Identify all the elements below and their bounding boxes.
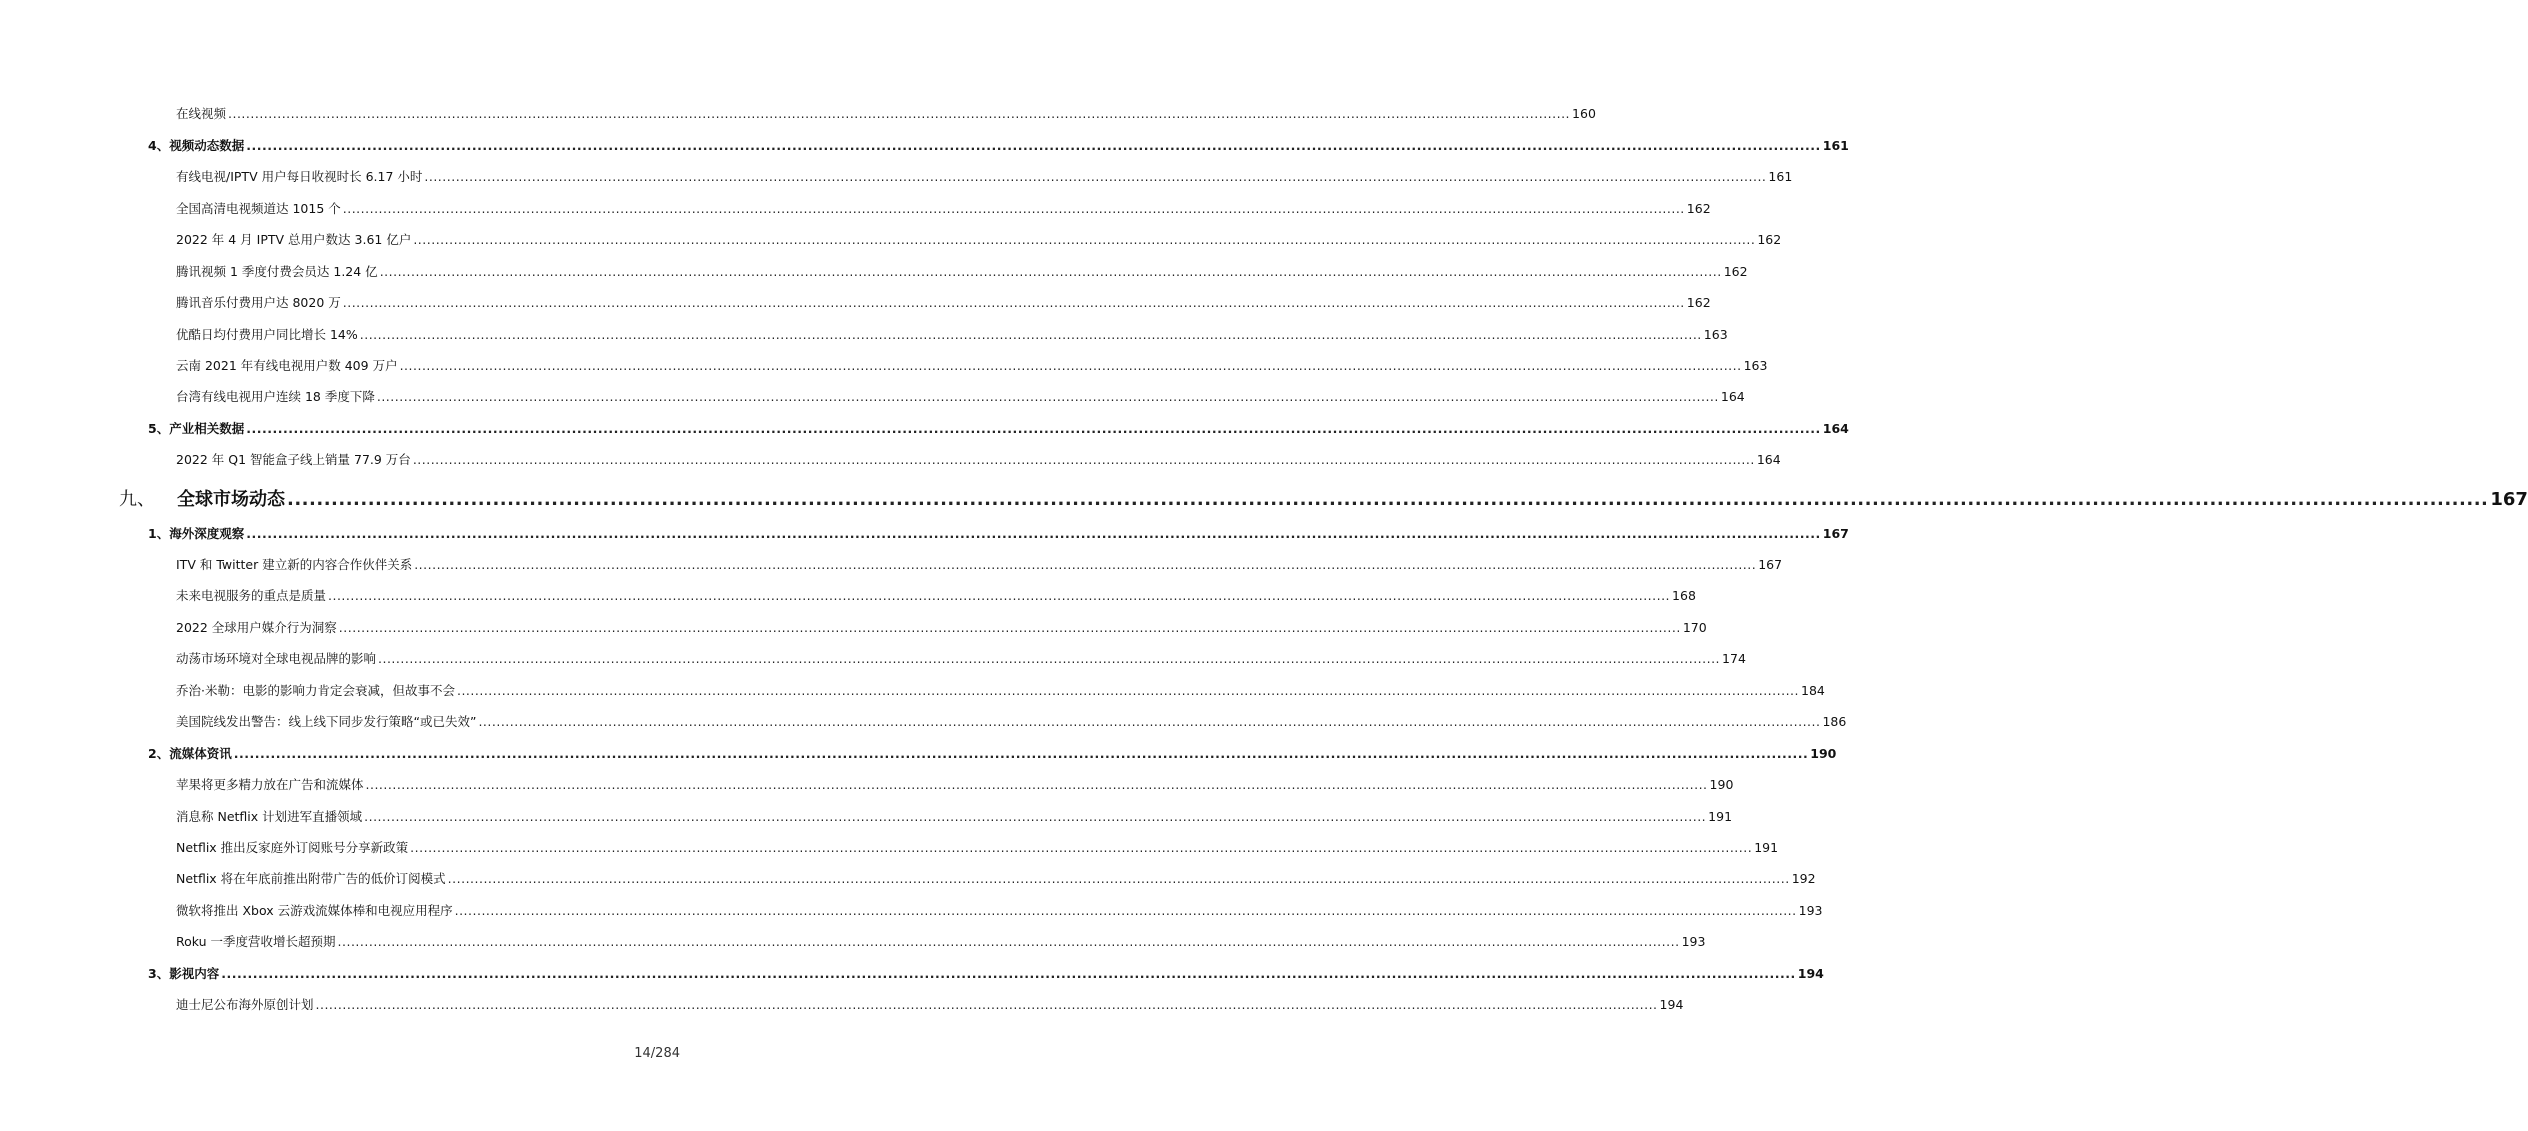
toc-entry-page: 162 — [1686, 295, 1711, 310]
toc-entry-title: 消息称 Netflix 计划进军直播领域 — [176, 809, 363, 824]
toc-section-entry[interactable] — [148, 964, 1824, 982]
toc-leader-dots: ............................................................................................................................................................................................................................................................................................................ — [287, 489, 2489, 510]
toc-entry-title: 苹果将更多精力放在广告和流媒体 — [176, 777, 364, 792]
toc-entry-page: 191 — [1708, 809, 1733, 824]
toc-entry-title: 腾讯音乐付费用户达 8020 万 — [176, 295, 341, 310]
toc-entry-title: Roku 一季度营收增长超预期 — [176, 934, 336, 949]
toc-entry-page: 168 — [1672, 588, 1696, 603]
toc-entry-title: 全国高清电视频道达 1015 个 — [176, 201, 341, 216]
toc-section-entry[interactable] — [148, 744, 1837, 762]
toc-entry-title: 美国院线发出警告：线上线下同步发行策略“或已失效” — [176, 714, 477, 729]
toc-entry[interactable] — [176, 649, 1746, 667]
toc-entry-title: ITV 和 Twitter 建立新的内容合作伙伴关系 — [176, 557, 413, 572]
toc-entry-title: 5、产业相关数据 — [148, 421, 245, 436]
toc-entry-page: 162 — [1723, 264, 1748, 279]
toc-entry-page: 192 — [1791, 871, 1816, 886]
toc-entry-page: 174 — [1722, 651, 1746, 666]
toc-leader-dots: ............................................................................................................................................................................................................................................................................................................ — [447, 871, 1790, 886]
toc-entry-title: 1、海外深度观察 — [148, 526, 245, 541]
toc-entry[interactable] — [176, 681, 1825, 699]
toc-entry-page: 193 — [1798, 903, 1823, 918]
toc-leader-dots: ............................................................................................................................................................................................................................................................................................................ — [246, 421, 1821, 436]
toc-entry[interactable] — [176, 901, 1823, 919]
toc-entry-title: 在线视频 — [176, 106, 227, 121]
toc-entry[interactable] — [176, 995, 1684, 1013]
toc-entry-page: 191 — [1754, 840, 1779, 855]
toc-leader-dots: ............................................................................................................................................................................................................................................................................................................ — [338, 620, 1681, 635]
toc-entry[interactable] — [176, 555, 1783, 573]
toc-section-entry[interactable] — [148, 524, 1849, 542]
toc-leader-dots: ............................................................................................................................................................................................................................................................................................................ — [359, 327, 1702, 342]
toc-entry-page: 164 — [1756, 452, 1781, 467]
toc-entry-page: 161 — [1822, 138, 1849, 153]
toc-entry[interactable] — [176, 293, 1711, 311]
toc-entry-title: 3、影视内容 — [148, 966, 220, 981]
toc-entry-title: 2022 年 4 月 IPTV 总用户数达 3.61 亿户 — [176, 232, 412, 247]
page-indicator: 14/284 — [634, 1046, 680, 1061]
toc-entry-title: 4、视频动态数据 — [148, 138, 245, 153]
toc-entry[interactable] — [176, 869, 1816, 887]
toc-entry-page: 170 — [1682, 620, 1707, 635]
toc-entry[interactable] — [176, 387, 1745, 405]
toc-entry-page: 161 — [1768, 169, 1793, 184]
toc-entry[interactable] — [176, 167, 1793, 185]
toc-entry-title: 微软将推出 Xbox 云游戏流媒体棒和电视应用程序 — [176, 903, 453, 918]
toc-entry-page: 160 — [1572, 106, 1596, 121]
toc-entry[interactable] — [176, 325, 1728, 343]
toc-entry-page: 167 — [2490, 489, 2528, 510]
toc-entry-title: 2022 全球用户媒介行为洞察 — [176, 620, 337, 635]
toc-leader-dots: ............................................................................................................................................................................................................................................................................................................ — [410, 840, 1753, 855]
toc-leader-dots: ............................................................................................................................................................................................................................................................................................................ — [478, 714, 1821, 729]
toc-entry[interactable] — [176, 450, 1781, 468]
toc-entry-page: 167 — [1758, 557, 1783, 572]
toc-leader-dots: ............................................................................................................................................................................................................................................................................................................ — [337, 934, 1680, 949]
toc-leader-dots: ............................................................................................................................................................................................................................................................................................................ — [424, 169, 1767, 184]
toc-entry-page: 162 — [1757, 232, 1782, 247]
toc-entry[interactable] — [176, 356, 1768, 374]
toc-entry[interactable] — [176, 262, 1748, 280]
toc-chapter-number: 九、 — [119, 489, 155, 510]
toc-entry[interactable] — [176, 807, 1733, 825]
toc-entry[interactable] — [176, 775, 1734, 793]
toc-entry-title: 未来电视服务的重点是质量 — [176, 588, 327, 603]
toc-leader-dots: ............................................................................................................................................................................................................................................................................................................ — [399, 358, 1742, 373]
toc-entry-title: 迪士尼公布海外原创计划 — [176, 997, 314, 1012]
toc-section-entry[interactable] — [148, 136, 1849, 154]
toc-entry-page: 194 — [1797, 966, 1824, 981]
toc-entry-page: 163 — [1703, 327, 1728, 342]
toc-leader-dots: ............................................................................................................................................................................................................................................................................................................ — [365, 777, 1708, 792]
toc-leader-dots: ............................................................................................................................................................................................................................................................................................................ — [454, 903, 1797, 918]
toc-entry-title: 全球市场动态 — [177, 489, 285, 510]
toc-entry-title: 有线电视/IPTV 用户每日收视时长 6.17 小时 — [176, 169, 423, 184]
toc-leader-dots: ............................................................................................................................................................................................................................................................................................................ — [413, 232, 1756, 247]
toc-entry-title: 动荡市场环境对全球电视品牌的影响 — [176, 651, 377, 666]
toc-entry-page: 190 — [1709, 777, 1734, 792]
toc-leader-dots: ............................................................................................................................................................................................................................................................................................................ — [379, 264, 1722, 279]
toc-leader-dots: ............................................................................................................................................................................................................................................................................................................ — [364, 809, 1707, 824]
toc-leader-dots: ............................................................................................................................................................................................................................................................................................................ — [412, 452, 1755, 467]
toc-entry-page: 190 — [1810, 746, 1837, 761]
toc-entry-page: 184 — [1801, 683, 1825, 698]
toc-entry-title: 2022 年 Q1 智能盒子线上销量 77.9 万台 — [176, 452, 411, 467]
toc-leader-dots: ............................................................................................................................................................................................................................................................................................................ — [233, 746, 1809, 761]
toc-leader-dots: ............................................................................................................................................................................................................................................................................................................ — [246, 526, 1821, 541]
toc-leader-dots: ............................................................................................................................................................................................................................................................................................................ — [328, 588, 1671, 603]
toc-entry-title: 优酷日均付费用户同比增长 14% — [176, 327, 358, 342]
toc-leader-dots: ............................................................................................................................................................................................................................................................................................................ — [342, 295, 1685, 310]
toc-entry-title: Netflix 将在年底前推出附带广告的低价订阅模式 — [176, 871, 446, 886]
toc-entry-page: 164 — [1720, 389, 1745, 404]
toc-entry-page: 186 — [1822, 714, 1847, 729]
toc-entry-title: 乔治·米勒：电影的影响力肯定会衰减，但故事不会 — [176, 683, 455, 698]
toc-leader-dots: ............................................................................................................................................................................................................................................................................................................ — [342, 201, 1685, 216]
toc-entry-title: Netflix 推出反家庭外订阅账号分享新政策 — [176, 840, 409, 855]
toc-leader-dots: ............................................................................................................................................................................................................................................................................................................ — [376, 389, 1719, 404]
toc-entry-page: 167 — [1822, 526, 1849, 541]
toc-chapter-entry[interactable] — [119, 485, 2528, 511]
toc-leader-dots: ............................................................................................................................................................................................................................................................................................................ — [221, 966, 1796, 981]
toc-section-entry[interactable] — [148, 419, 1849, 437]
toc-entry[interactable] — [176, 586, 1696, 604]
toc-entry-title: 2、流媒体资讯 — [148, 746, 232, 761]
toc-leader-dots: ............................................................................................................................................................................................................................................................................................................ — [378, 651, 1721, 666]
toc-entry-title: 台湾有线电视用户连续 18 季度下降 — [176, 389, 375, 404]
toc-entry-title: 腾讯视频 1 季度付费会员达 1.24 亿 — [176, 264, 378, 279]
toc-entry[interactable] — [176, 618, 1707, 636]
toc-leader-dots: ............................................................................................................................................................................................................................................................................................................ — [414, 557, 1757, 572]
toc-leader-dots: ............................................................................................................................................................................................................................................................................................................ — [315, 997, 1658, 1012]
toc-entry-page: 193 — [1681, 934, 1706, 949]
toc-entry[interactable] — [176, 104, 1596, 122]
toc-leader-dots: ............................................................................................................................................................................................................................................................................................................ — [246, 138, 1821, 153]
toc-entry-page: 162 — [1686, 201, 1711, 216]
toc-leader-dots: ............................................................................................................................................................................................................................................................................................................ — [228, 106, 1571, 121]
toc-entry[interactable] — [176, 838, 1779, 856]
toc-leader-dots: ............................................................................................................................................................................................................................................................................................................ — [456, 683, 1800, 698]
toc-entry-title: 云南 2021 年有线电视用户数 409 万户 — [176, 358, 398, 373]
toc-entry[interactable] — [176, 712, 1847, 730]
toc-entry-page: 164 — [1822, 421, 1849, 436]
toc-entry[interactable] — [176, 199, 1711, 217]
toc-entry-page: 163 — [1743, 358, 1768, 373]
toc-entry[interactable] — [176, 230, 1782, 248]
toc-entry[interactable] — [176, 932, 1706, 950]
toc-entry-page: 194 — [1659, 997, 1684, 1012]
